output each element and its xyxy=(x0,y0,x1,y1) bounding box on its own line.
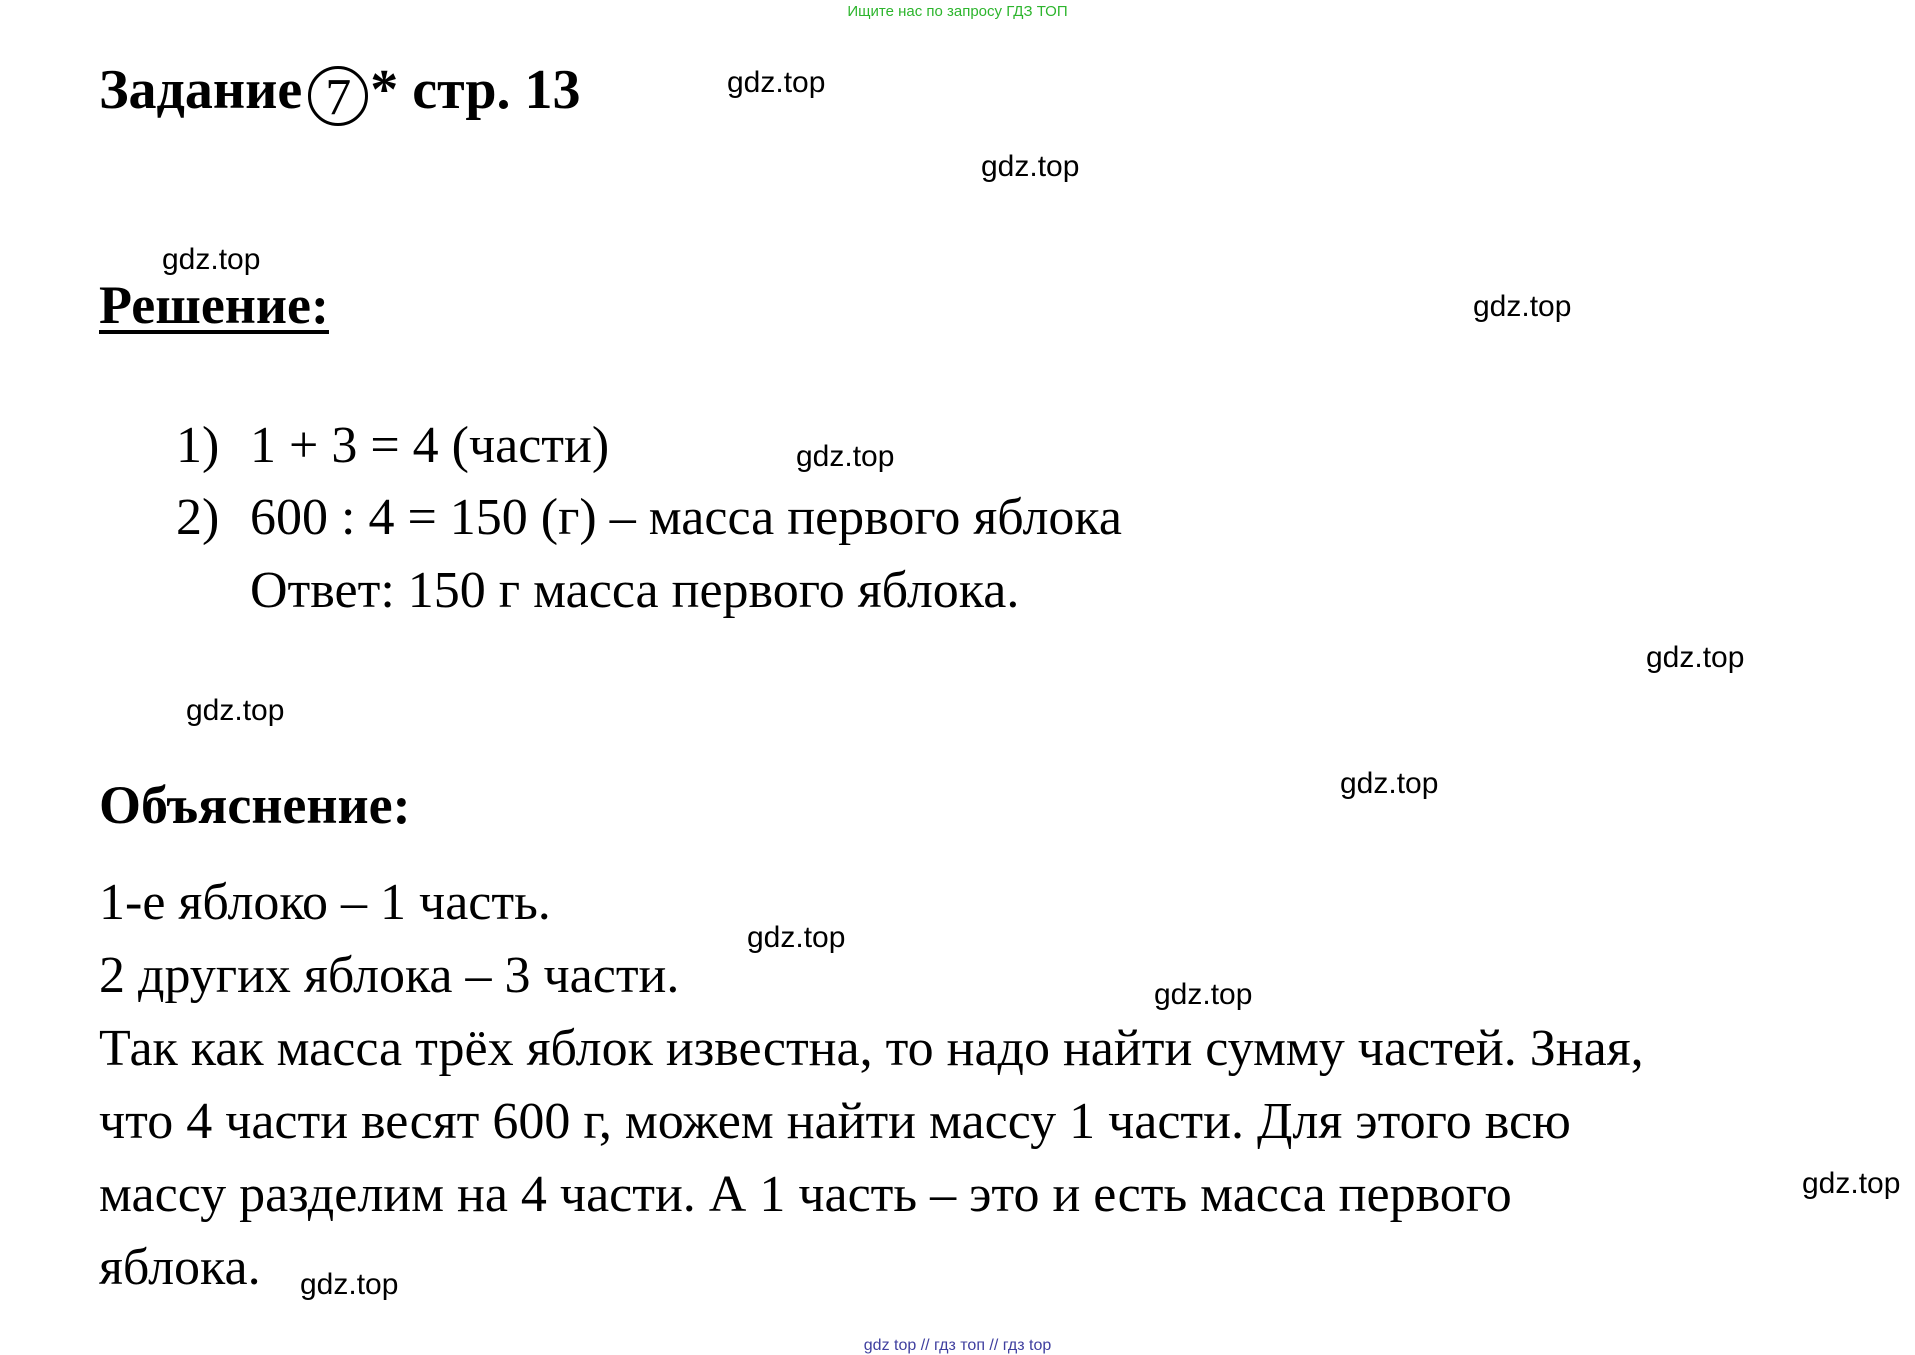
explanation-line: 1-е яблоко – 1 часть. xyxy=(99,874,551,931)
explanation-line: 2 других яблока – 3 части. xyxy=(99,947,680,1004)
solution-step-2 xyxy=(176,489,1122,546)
solution-answer: Ответ: 150 г масса первого яблока. xyxy=(250,562,1020,619)
title-prefix: Задание xyxy=(99,59,303,121)
solution-heading: Решение: xyxy=(99,275,329,335)
solution-step-1 xyxy=(176,417,610,474)
explanation-line: Так как масса трёх яблок известна, то надо найти сумму частей. Зная, xyxy=(99,1020,1644,1077)
watermark: gdz.top xyxy=(727,66,826,99)
explanation-line: массу разделим на 4 части. А 1 часть – это и есть масса первого xyxy=(99,1166,1512,1223)
watermark: gdz.top xyxy=(981,150,1080,183)
watermark: gdz.top xyxy=(1646,641,1745,674)
watermark: gdz.top xyxy=(162,243,261,276)
explanation-line: яблока. xyxy=(99,1239,261,1296)
watermark: gdz.top xyxy=(1340,767,1439,800)
explanation-text xyxy=(99,866,1879,1304)
top-banner: Ищите нас по запросу ГДЗ ТОП xyxy=(847,3,1068,20)
step-text: 1 + 3 = 4 (части) xyxy=(250,417,610,474)
step-number: 2) xyxy=(176,489,220,546)
watermark: gdz.top xyxy=(300,1268,399,1301)
watermark: gdz.top xyxy=(1154,978,1253,1011)
task-number-circle: 7 xyxy=(308,66,368,126)
page-title xyxy=(99,59,581,126)
watermark: gdz.top xyxy=(1473,290,1572,323)
watermark: gdz.top xyxy=(796,440,895,473)
explanation-line: что 4 части весят 600 г, можем найти массу 1 части. Для этого всю xyxy=(99,1093,1571,1150)
watermark: gdz.top xyxy=(1802,1167,1901,1200)
step-text: 600 : 4 = 150 (г) – масса первого яблока xyxy=(250,489,1122,546)
footer-links: gdz top // гдз топ // гдз top xyxy=(863,1337,1052,1354)
title-suffix: * стр. 13 xyxy=(370,59,581,121)
watermark: gdz.top xyxy=(186,694,285,727)
step-number: 1) xyxy=(176,417,220,474)
watermark: gdz.top xyxy=(747,921,846,954)
explanation-heading: Объяснение: xyxy=(99,775,411,835)
